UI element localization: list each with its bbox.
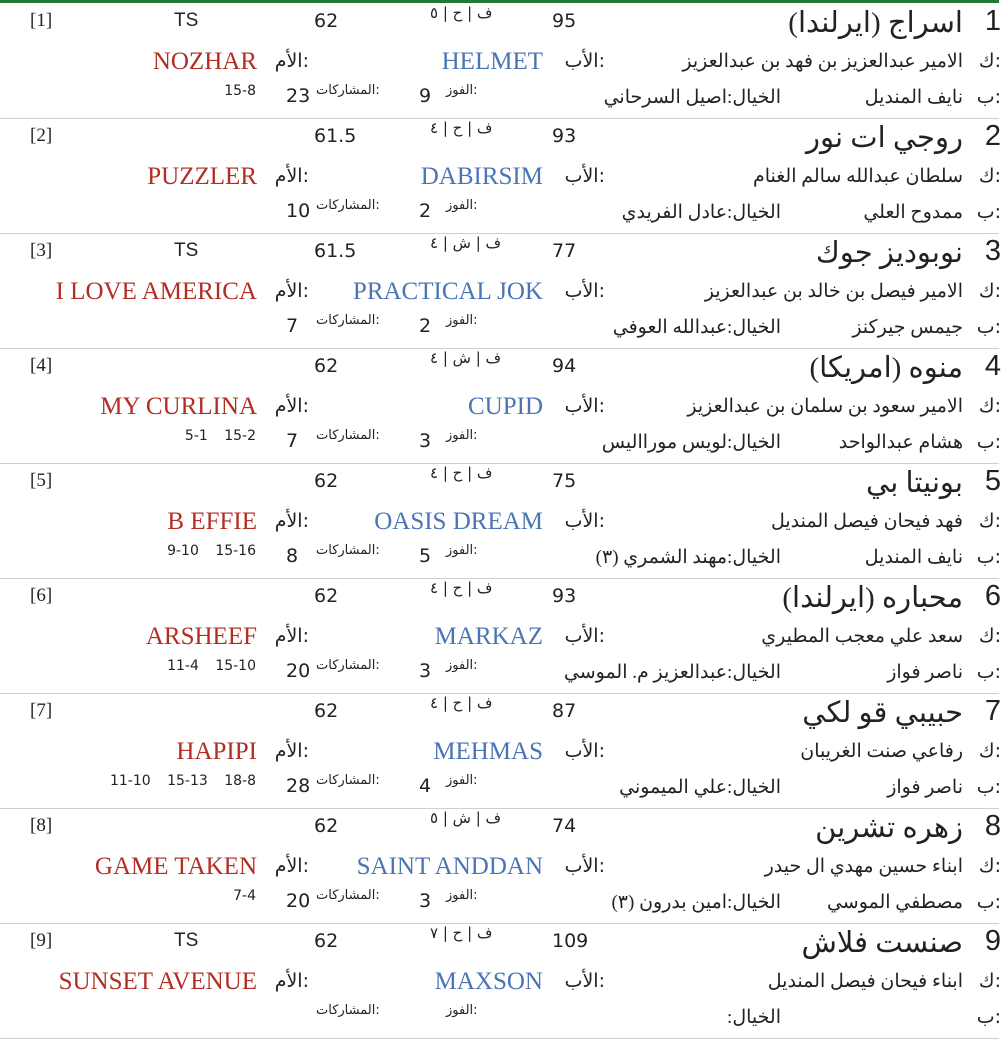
sex-color-age: ف | ش | ٤	[430, 234, 502, 252]
trainer-name: هشام عبدالواحد	[838, 432, 963, 453]
dam-label: الأم:	[274, 510, 309, 532]
starts-count: 10	[286, 200, 311, 222]
dam-name: SUNSET AVENUE	[58, 968, 257, 995]
horse-rating: 109	[552, 930, 589, 952]
draw-rank[interactable]: [1]	[30, 10, 53, 31]
wins-label: الفوز:	[446, 1003, 478, 1018]
owner-label: ك:	[978, 165, 1001, 187]
jockey-value: لويس مورااليس	[601, 432, 728, 453]
wins-count: 2	[419, 200, 432, 222]
ts-marker: TS	[174, 240, 199, 261]
wins-count: 2	[419, 315, 432, 337]
jockey-value: امين بدرون (٣)	[611, 892, 728, 913]
sire-name: CUPID	[467, 393, 543, 420]
dam-label: الأم:	[274, 625, 309, 647]
owner-name: سعد علي معجب المطيري	[761, 626, 963, 647]
recent-results: 7-4	[233, 888, 256, 904]
dam-name: HAPIPI	[176, 738, 257, 765]
jockey-value: مهند الشمري (٣)	[595, 547, 728, 568]
race-entry[interactable]	[0, 578, 999, 694]
dam-label: الأم:	[274, 855, 309, 877]
jockey-name	[596, 546, 781, 569]
sex-color-age: ف | ش | ٥	[430, 809, 502, 827]
carried-weight: 62	[314, 585, 339, 607]
horse-number[interactable]: 8	[984, 810, 1001, 842]
jockey-label: الخيال:	[727, 662, 781, 683]
jockey-name	[727, 1006, 781, 1029]
horse-rating: 95	[552, 10, 577, 32]
sire-label: الأب:	[564, 280, 605, 302]
horse-name[interactable]: محباره (ايرلندا)	[782, 582, 963, 614]
trainer-label: ب:	[976, 891, 1001, 913]
owner-name: الامير سعود بن سلمان بن عبدالعزيز	[687, 396, 963, 417]
owner-label: ك:	[978, 50, 1001, 72]
draw-rank[interactable]: [4]	[30, 355, 53, 376]
draw-rank[interactable]: [6]	[30, 585, 53, 606]
race-entry[interactable]	[0, 3, 999, 119]
owner-name: فهد فيحان فيصل المنديل	[770, 511, 963, 532]
horse-name[interactable]: منوه (امريكا)	[809, 352, 963, 384]
horse-name[interactable]: نوبوديز جوك	[815, 237, 963, 269]
sire-name: MEHMAS	[433, 738, 543, 765]
horse-number[interactable]: 9	[984, 925, 1001, 957]
recent-results: 15-8	[224, 83, 256, 99]
horse-name[interactable]: بونيتا بي	[866, 467, 963, 499]
sex-color-age: ف | ش | ٤	[430, 349, 502, 367]
dam-name: NOZHAR	[152, 48, 257, 75]
horse-rating: 93	[552, 125, 577, 147]
recent-results: 5-1 15-2	[184, 428, 256, 444]
horse-rating: 75	[552, 470, 577, 492]
trainer-label: ب:	[976, 1006, 1001, 1028]
owner-name: ابناء حسين مهدي ال حيدر	[764, 856, 963, 877]
owner-name: سلطان عبدالله سالم الغنام	[752, 166, 963, 187]
jockey-value: عبدالعزيز م. الموسي	[563, 662, 728, 683]
jockey-name	[564, 661, 781, 684]
carried-weight: 62	[314, 700, 339, 722]
jockey-label: الخيال:	[727, 202, 781, 223]
sire-name: MARKAZ	[434, 623, 543, 650]
carried-weight: 61.5	[314, 240, 357, 262]
dam-name: GAME TAKEN	[94, 853, 257, 880]
sire-label: الأب:	[564, 395, 605, 417]
jockey-label: الخيال:	[727, 547, 781, 568]
jockey-value: عبدالله العوفي	[612, 317, 728, 338]
dam-name: I LOVE AMERICA	[55, 278, 257, 305]
wins-count: 4	[419, 775, 432, 797]
trainer-name: نايف المنديل	[864, 547, 963, 568]
horse-rating: 74	[552, 815, 577, 837]
sire-label: الأب:	[564, 50, 605, 72]
starts-label: المشاركات:	[316, 773, 380, 788]
jockey-name	[602, 431, 781, 454]
recent-results: 11-10 15-13 18-8	[109, 773, 256, 789]
trainer-label: ب:	[976, 201, 1001, 223]
wins-label: الفوز:	[446, 888, 478, 903]
carried-weight: 62	[314, 815, 339, 837]
dam-label: الأم:	[274, 740, 309, 762]
starts-count: 8	[286, 545, 299, 567]
recent-results: 11-4 15-10	[167, 658, 256, 674]
starts-label: المشاركات:	[316, 83, 380, 98]
sire-label: الأب:	[564, 165, 605, 187]
horse-number[interactable]: 7	[984, 695, 1001, 727]
jockey-label: الخيال:	[727, 87, 781, 108]
horse-rating: 77	[552, 240, 577, 262]
trainer-label: ب:	[976, 431, 1001, 453]
draw-rank[interactable]: [2]	[30, 125, 53, 146]
wins-count: 3	[419, 430, 432, 452]
sire-label: الأب:	[564, 510, 605, 532]
wins-label: الفوز:	[446, 428, 478, 443]
sex-color-age: ف | ح | ٤	[430, 579, 493, 597]
starts-count: 20	[286, 890, 311, 912]
starts-count: 7	[286, 430, 299, 452]
sire-name: DABIRSIM	[420, 163, 543, 190]
horse-rating: 93	[552, 585, 577, 607]
horse-number[interactable]: 6	[984, 580, 1001, 612]
sire-name: OASIS DREAM	[374, 508, 543, 535]
owner-name: الامير عبدالعزيز بن فهد بن عبدالعزيز	[682, 51, 963, 72]
trainer-label: ب:	[976, 86, 1001, 108]
wins-label: الفوز:	[446, 198, 478, 213]
owner-label: ك:	[978, 970, 1001, 992]
starts-count: 28	[286, 775, 311, 797]
dam-label: الأم:	[274, 395, 309, 417]
wins-label: الفوز:	[446, 83, 478, 98]
race-entry[interactable]	[0, 118, 999, 234]
sex-color-age: ف | ح | ٤	[430, 464, 493, 482]
starts-label: المشاركات:	[316, 543, 380, 558]
dam-label: الأم:	[274, 970, 309, 992]
trainer-name: ناصر فواز	[887, 662, 963, 683]
starts-label: المشاركات:	[316, 658, 380, 673]
draw-rank[interactable]: [7]	[30, 700, 53, 721]
carried-weight: 62	[314, 355, 339, 377]
starts-count: 23	[286, 85, 311, 107]
jockey-label: الخيال:	[727, 1007, 781, 1028]
jockey-label: الخيال:	[727, 432, 781, 453]
owner-name: ابناء فيحان فيصل المنديل	[767, 971, 963, 992]
sex-color-age: ف | ح | ٧	[430, 924, 493, 942]
starts-count: 7	[286, 315, 299, 337]
carried-weight: 62	[314, 10, 339, 32]
starts-label: المشاركات:	[316, 1003, 380, 1018]
owner-label: ك:	[978, 280, 1001, 302]
jockey-name	[604, 86, 781, 109]
dam-name: ARSHEEF	[145, 623, 257, 650]
dam-label: الأم:	[274, 50, 309, 72]
wins-label: الفوز:	[446, 313, 478, 328]
sire-name: SAINT ANDDAN	[356, 853, 543, 880]
jockey-name	[622, 201, 781, 224]
race-entry[interactable]	[0, 693, 999, 809]
trainer-name: مصطفي الموسي	[826, 892, 963, 913]
jockey-value: علي الميموني	[619, 777, 728, 798]
trainer-label: ب:	[976, 776, 1001, 798]
carried-weight: 62	[314, 930, 339, 952]
jockey-label: الخيال:	[727, 777, 781, 798]
jockey-label: الخيال:	[727, 892, 781, 913]
horse-name[interactable]: زهره تشرين	[815, 812, 963, 844]
jockey-value: اصيل السرحاني	[603, 87, 728, 108]
horse-number[interactable]: 5	[984, 465, 1001, 497]
wins-count: 5	[419, 545, 432, 567]
horse-name[interactable]: حبيبي قو لكي	[802, 697, 963, 729]
wins-label: الفوز:	[446, 773, 478, 788]
dam-name: MY CURLINA	[100, 393, 257, 420]
race-entry[interactable]	[0, 463, 999, 579]
horse-number[interactable]: 4	[984, 350, 1001, 382]
starts-label: المشاركات:	[316, 313, 380, 328]
draw-rank[interactable]: [8]	[30, 815, 53, 836]
sire-label: الأب:	[564, 970, 605, 992]
race-entry[interactable]	[0, 348, 999, 464]
draw-rank[interactable]: [5]	[30, 470, 53, 491]
trainer-name: ممدوح العلي	[863, 202, 963, 223]
owner-label: ك:	[978, 625, 1001, 647]
trainer-name: جيمس جيركنز	[852, 317, 963, 338]
owner-name: الامير فيصل بن خالد بن عبدالعزيز	[704, 281, 963, 302]
jockey-value: عادل الفريدي	[621, 202, 728, 223]
horse-name[interactable]: اسراج (ايرلندا)	[788, 7, 963, 39]
draw-rank[interactable]: [3]	[30, 240, 53, 261]
race-entry[interactable]	[0, 808, 999, 924]
starts-label: المشاركات:	[316, 888, 380, 903]
sire-label: الأب:	[564, 855, 605, 877]
jockey-label: الخيال:	[727, 317, 781, 338]
horse-rating: 87	[552, 700, 577, 722]
horse-number[interactable]: 3	[984, 235, 1001, 267]
race-entry[interactable]	[0, 923, 999, 1039]
jockey-name	[619, 776, 781, 799]
trainer-label: ب:	[976, 316, 1001, 338]
trainer-name: نايف المنديل	[864, 87, 963, 108]
sire-name: PRACTICAL JOK	[352, 278, 543, 305]
ts-marker: TS	[174, 10, 199, 31]
horse-name[interactable]: صنست فلاش	[801, 927, 963, 959]
sire-name: HELMET	[441, 48, 543, 75]
horse-number[interactable]: 1	[984, 5, 1001, 37]
trainer-label: ب:	[976, 661, 1001, 683]
starts-label: المشاركات:	[316, 428, 380, 443]
draw-rank[interactable]: [9]	[30, 930, 53, 951]
wins-count: 3	[419, 660, 432, 682]
wins-label: الفوز:	[446, 658, 478, 673]
sire-label: الأب:	[564, 625, 605, 647]
horse-rating: 94	[552, 355, 577, 377]
dam-label: الأم:	[274, 280, 309, 302]
dam-label: الأم:	[274, 165, 309, 187]
sire-label: الأب:	[564, 740, 605, 762]
owner-label: ك:	[978, 510, 1001, 532]
starts-count: 20	[286, 660, 311, 682]
wins-count: 3	[419, 890, 432, 912]
dam-name: B EFFIE	[167, 508, 257, 535]
horse-name[interactable]: روجي ات نور	[805, 122, 963, 154]
carried-weight: 61.5	[314, 125, 357, 147]
race-entry[interactable]	[0, 233, 999, 349]
dam-name: PUZZLER	[147, 163, 257, 190]
owner-name: رفاعي صنت الغريبان	[800, 741, 963, 762]
carried-weight: 62	[314, 470, 339, 492]
jockey-name	[611, 891, 781, 914]
owner-label: ك:	[978, 740, 1001, 762]
owner-label: ك:	[978, 855, 1001, 877]
jockey-name	[613, 316, 781, 339]
sex-color-age: ف | ح | ٤	[430, 119, 493, 137]
sire-name: MAXSON	[434, 968, 543, 995]
trainer-name: ناصر فواز	[887, 777, 963, 798]
ts-marker: TS	[174, 930, 199, 951]
owner-label: ك:	[978, 395, 1001, 417]
trainer-label: ب:	[976, 546, 1001, 568]
wins-count: 9	[419, 85, 432, 107]
starts-label: المشاركات:	[316, 198, 380, 213]
recent-results: 9-10 15-16	[167, 543, 256, 559]
sex-color-age: ف | ح | ٥	[430, 4, 493, 22]
horse-number[interactable]: 2	[984, 120, 1001, 152]
sex-color-age: ف | ح | ٤	[430, 694, 493, 712]
wins-label: الفوز:	[446, 543, 478, 558]
